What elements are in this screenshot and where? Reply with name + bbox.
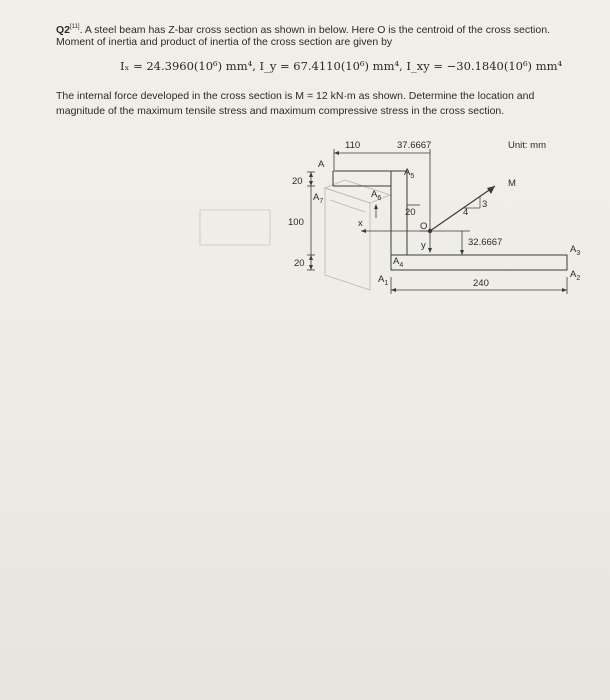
point-a5-label: $A_5$ [404,167,415,180]
dim-20-bottom-label: 20 [294,258,305,269]
problem-label-sup: [11] [70,24,80,30]
dim-110-label: 110 [345,140,361,151]
top-flange-outline [333,171,391,186]
dim-20-top-label: 20 [292,176,303,187]
centroid-label: O [420,221,428,232]
point-a-label: A [318,159,325,170]
dim-32-label: 32.6667 [468,237,503,248]
dim-100-label: 100 [288,217,304,228]
problem-para-b: magnitude of the maximum tensile stress and maximum compressive stress in the cross section. [56,105,505,117]
point-a4-label: $A_4$ [393,256,404,269]
x-axis-label: x [358,218,363,229]
dim-240-label: 240 [473,278,489,289]
problem-para-a: The internal force developed in the cross section is M = 12 kN·m as shown. Determine the location and [56,90,535,102]
dim-20-web-label: 20 [405,207,416,218]
unit-label: Unit: mm [508,140,546,151]
centroid-point [428,229,432,233]
point-a1-label: $A_1$ [378,274,389,287]
bottom-flange-outline [391,255,567,270]
slope-4-label: 4 [463,207,469,218]
point-a7-label: $A_7$ [313,192,324,205]
point-a2-label: $A_2$ [570,269,581,282]
point-a3-label: $A_3$ [570,244,581,257]
faint-sketch [200,180,390,290]
problem-intro-text: . A steel beam has Z-bar cross section as shown in below. Here O is the centroid of the cross section. [79,24,550,36]
problem-line2: Moment of inertia and product of inertia of the cross section are given by [56,36,393,48]
inertia-formula: Iₓ = 24.3960(10⁶) mm⁴, I_y = 67.4110(10⁶) mm⁴, I_xy = −30.1840(10⁶) mm⁴ [120,59,563,73]
y-axis-label: y [421,240,426,251]
arrowheads [309,151,567,292]
problem-label: Q2 [56,24,71,36]
point-a6-label: $A_6$ [371,189,382,202]
slope-3-label: 3 [482,199,488,210]
moment-label: M [508,178,516,189]
dim-37-label: 37.6667 [397,140,432,151]
